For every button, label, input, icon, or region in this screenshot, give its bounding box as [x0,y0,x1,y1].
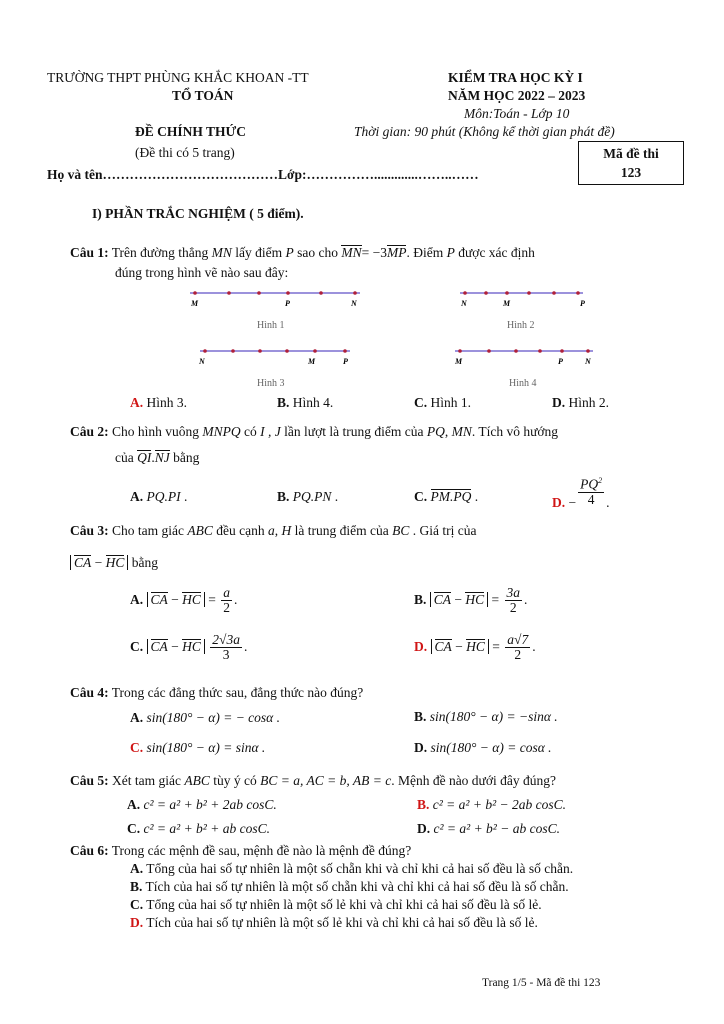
q6-option-b[interactable]: B. Tích của hai số tự nhiên là một số chẵn khi và chỉ khi cả hai số đều là số chẵn. [130,879,569,894]
school-year: NĂM HỌC 2022 – 2023 [448,88,586,103]
question-4: Câu 4: Trong các đẳng thức sau, đẳng thức nào đúng? [70,685,364,700]
q4-option-b[interactable]: B. sin(180° − α) = −sinα . [414,709,558,724]
fig4-label-m: M [455,357,463,366]
q1-option-c[interactable]: C. Hình 1. [414,395,471,410]
q6-label: Câu 6: [70,843,109,858]
q1-text-a: Trên đường thẳng [111,245,209,260]
fig1-point [227,291,231,295]
figure-4 [450,346,600,391]
name-class-line [47,167,479,183]
q3-option-c[interactable]: C. CA − HC $\frac{2√3a}{3}$ . [130,632,248,663]
q5-option-b[interactable]: B. c² = a² + b² − 2ab cosC. [417,797,566,812]
q1-text-b: lấy điểm [235,245,283,260]
q5-label: Câu 5: [70,773,109,788]
department: TỔ TOÁN [172,88,234,103]
q1-label: Câu 1: [70,245,109,260]
q2-vec-nj: NJ [154,450,170,465]
q1-option-d[interactable]: D. Hình 2. [552,395,609,410]
q4-option-d[interactable]: D. sin(180° − α) = cosα . [414,740,552,755]
q3-option-d[interactable]: D. CA − HC = $\frac{a√7}{2}$ . [414,632,536,663]
q4-option-c[interactable]: C. sin(180° − α) = sinα . [130,740,266,755]
q1-vec-mp: MP [386,245,407,260]
fig2-label-n: N [461,299,467,308]
official-label: ĐỀ CHÍNH THỨC [135,124,247,139]
q1-option-b[interactable]: B. Hình 4. [277,395,334,410]
q5-option-d[interactable]: D. c² = a² + b² − ab cosC. [417,821,560,836]
figure-1 [180,288,370,333]
fig1-point [319,291,323,295]
q1-line2: đúng trong hình vẽ nào sau đây: [115,265,289,280]
q1-p2: P [446,245,455,260]
q4-label: Câu 4: [70,685,109,700]
q2-option-a[interactable]: A. PQ.PI . [130,489,188,504]
subject: Môn:Toán - Lớp 10 [464,106,570,121]
q1-p: P [285,245,294,260]
fig3-label-m: M [308,357,316,366]
q6-option-c[interactable]: C. Tổng của hai số tự nhiên là một số lẻ khi và chỉ khi cả hai số đều là số lẻ. [130,897,542,912]
q2-line2: của QI.NJ bằng [115,450,200,465]
fig1-point [257,291,261,295]
q2-option-b[interactable]: B. PQ.PN . [277,489,339,504]
fig1-caption: Hình 1 [257,320,285,331]
question-3: Câu 3: Cho tam giác ABC đều cạnh a, H là trung điểm của BC . Giá trị của [70,523,477,538]
page-footer: Trang 1/5 - Mã đề thi 123 [482,977,601,989]
fig1-point [353,291,357,295]
q1-vec-mn: MN [341,245,362,260]
exam-code-label: Mã đề thi [603,146,659,161]
question-5: Câu 5: Xét tam giác ABC tùy ý có BC = a, AC = b, AB = c. Mệnh đề nào dưới đây đúng? [70,773,556,788]
exam-title: KIỂM TRA HỌC KỲ I [448,70,583,85]
q3-option-b[interactable]: B. CA − HC = $\frac{3a}{2}$ . [414,585,528,616]
section-title: I) PHẦN TRẮC NGHIỆM ( 5 điểm). [92,206,304,221]
fig2-label-m: M [503,299,511,308]
q6-option-d[interactable]: D. Tích của hai số tự nhiên là một số lẻ khi và chỉ khi cả hai số đều là số lẻ. [130,915,538,930]
q1-vec-mid: = −3 [361,245,387,260]
q1-option-a[interactable]: A. Hình 3. [130,395,187,410]
q4-option-a[interactable]: A. sin(180° − α) = − cosα . [130,710,281,725]
fig4-label-p: P [558,357,563,366]
q3-line2: CA − HC bằng [70,555,158,571]
question-2: Câu 2: Cho hình vuông MNPQ có I , J lần lượt là trung điểm của PQ, MN. Tích vô hướng [70,424,559,439]
q2-vec-qi: QI [137,450,152,465]
q2-label: Câu 2: [70,424,109,439]
q6-option-a[interactable]: A. Tổng của hai số tự nhiên là một số chẵn khi và chỉ khi cả hai số đều là số chẵn. [130,861,574,876]
fig4-label-n: N [585,357,591,366]
q2-option-c[interactable]: C. PM.PQ . [414,489,479,504]
fig1-label-p: P [285,299,290,308]
q5-option-c[interactable]: C. c² = a² + b² + ab cosC. [127,821,270,836]
q1-text-d: . Điểm [406,245,444,260]
fig4-caption: Hình 4 [509,378,537,389]
q3-label: Câu 3: [70,523,109,538]
question-1 [70,245,535,261]
fig1-point [286,291,290,295]
fig2-label-p: P [580,299,585,308]
q1-text-c: sao cho [297,245,338,260]
question-6: Câu 6: Trong các mệnh đề sau, mệnh đề nào là mệnh đề đúng? [70,843,412,858]
fig1-label-m: M [191,299,199,308]
q1-text-e: được xác định [458,245,535,260]
fig3-label-n: N [199,357,205,366]
q2-option-d[interactable]: D. − $\frac{PQ^2}{4}$ . [552,476,610,511]
school-name: TRƯỜNG THPT PHÙNG KHẮC KHOAN -TT [47,70,309,85]
fig3-label-p: P [343,357,348,366]
exam-code-value: 123 [620,165,642,180]
name-line-text: Họ và tên…………………………………Lớp:…………….............……..…… [47,167,479,182]
figure-2 [455,288,595,333]
figure-3 [195,346,360,391]
q1-mn: MN [211,245,232,260]
fig2-caption: Hình 2 [507,320,535,331]
q5-option-a[interactable]: A. c² = a² + b² + 2ab cosC. [127,797,277,812]
fig1-label-n: N [351,299,357,308]
exam-time: Thời gian: 90 phút (Không kể thời gian phát đề) [354,124,615,139]
pages-note: (Đề thi có 5 trang) [135,145,235,160]
exam-code-box [578,141,684,185]
fig1-point [193,291,197,295]
fig3-caption: Hình 3 [257,378,285,389]
q3-option-a[interactable]: A. CA − HC = $\frac{a}{2}$ . [130,585,238,616]
